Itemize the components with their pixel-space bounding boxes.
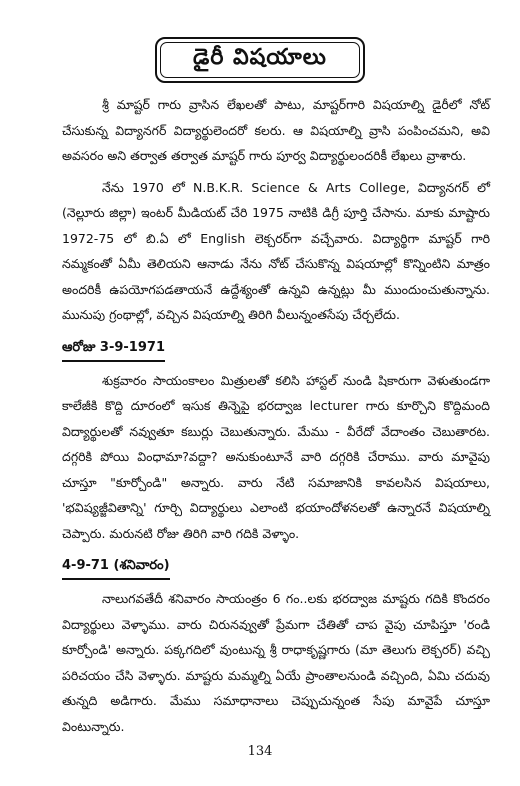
heading-wrap-1	[62, 334, 490, 366]
paragraph-saturday-evening: నాలుగవతేదీ శనివారం సాయంత్రం 6 గం..లకు భరద్వాజ మాష్టరు గదికి కొందరం విద్యార్థులు వెళ్ళాము. వారు చిరునవ్వుతో ప్రేమగా చేతితో చాప వైపు చూపిస్తూ 'రండి కూర్చోండి' అన్నారు. పక్కగదిలో వుంటున్న శ్రీ రాధాకృష్ణగారు (మా తెలుగు లెక్చరర్) వచ్చి పరిచయం చేసి వెళ్ళారు. మాష్టరు మమ్మల్ని ఏయే ప్రాంతాలనుండి వచ్చింది, ఏమి చదువు తున్నది అడిగారు. మేము సమాధానాలు చెప్పుచున్నంత సేపు మావైపే చూస్తూ వింటున్నారు.	[62, 591, 490, 734]
title-box	[155, 37, 365, 83]
section-heading-4-9-71: 4-9-71 (శనివారం)	[62, 554, 170, 580]
page-number: 134	[247, 744, 273, 759]
paragraph-intro: శ్రీ మాష్టర్ గారు వ్రాసిన లేఖలతో పాటు, మాష్టర్‌గారి విషయాల్ని డైరీలో నోట్ చేసుకున్న విద్యానగర్ విద్యార్థులెందరో కలరు. ఆ విషయాల్ని వ్రాసి పంపించమని, అవి అవసరం అని తర్వాత తర్వాత మాష్టర్ గారు పూర్వ విద్యార్థులందరికీ లేఖలు వ్రాశారు.	[62, 97, 490, 163]
heading-wrap-2	[62, 552, 490, 584]
page-content	[62, 92, 490, 745]
paragraph-background: నేను 1970 లో N.B.K.R. Science & Arts College, విద్యానగర్ లో (నెల్లూరు జిల్లా) ఇంటర్ మీడియట్ చేరి 1975 నాటికి డిగ్రీ పూర్తి చేసాను. మాకు మాష్టారు 1972-75 లో బి.ఏ లో English లెక్చరర్‌గా వచ్చేవారు. విద్యార్థిగా మాష్టర్ గారి నమ్మకంతో ఏమీ తెలియని ఆనాడు నేను నోట్ చేసుకొన్న విషయాల్లో కొన్నింటిని మాత్రం అందరికీ ఉపయోగపడతాయనే ఉద్దేశ్యంతో ఉన్నవి ఉన్నట్లు మీ ముందుంచుతున్నాను. మునుపు గ్రంథాల్లో, వచ్చిన విషయాల్ని తిరిగి వీలున్నంతసేపు చేర్చలేదు.	[62, 179, 490, 322]
section-heading-3-9-1971: ఆరోజు 3-9-1971	[62, 336, 165, 362]
paragraph-friday-evening: శుక్రవారం సాయంకాలం మిత్రులతో కలిసి హాస్టల్ నుండి షికారుగా వెళుతుండగా కాలేజీకి కొద్ది దూరంలో ఇసుక తిన్నెపై భరద్వాజ lecturer గారు కూర్చొని కొద్దిమంది విద్యార్థులతో నవ్వుతూ కబుర్లు చెబుతున్నారు. మేము - వీరేదో వేదాంతం చెబుతారట. దగ్గరికి పోయి వింధామా?వద్దా? అనుకుంటూనే వారి దగ్గరికి చేరాము. వారు మావైపు చూస్తూ "కూర్చోండి" అన్నారు. వారు నేటి సమాజానికి కావలసిన విషయాలు, 'భవిష్యజ్జీవితాన్ని' గూర్చి విద్యార్థులు ఎలాంటి భయాందోళనలతో ఉన్నారనే విషయాల్ని చెప్పారు. మరునటి రోజు తిరిగి వారి గదికి వెళ్ళాం.	[62, 372, 490, 541]
page-title: డైరీ విషయాలు	[193, 45, 327, 70]
